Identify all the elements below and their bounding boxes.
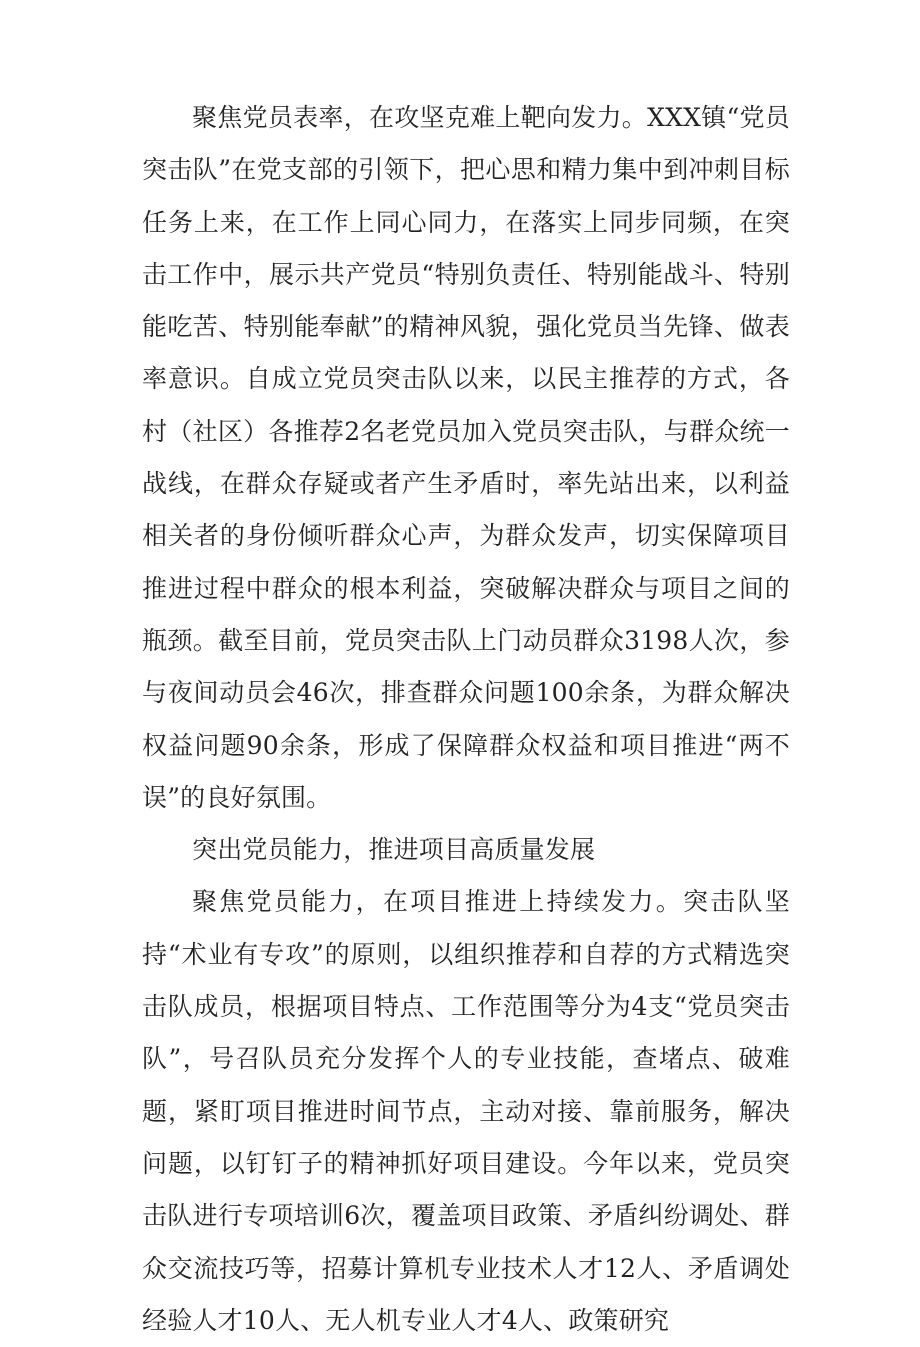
- paragraph-party-member-example: 聚焦党员表率，在攻坚克难上靶向发力。XXX镇“党员突击队”在党支部的引领下，把心思和精力集中到冲刺目标任务上来，在工作上同心同力，在落实上同步同频，在突击工作中，展示共产党员“特别负责任、特别能战斗、特别能吃苦、特别能奉献”的精神风貌，强化党员当先锋、做表率意识。自成立党员突击队以来，以民主推荐的方式，各村（社区）各推荐2名老党员加入党员突击队，与群众统一战线，在群众存疑或者产生矛盾时，率先站出来，以利益相关者的身份倾听群众心声，为群众发声，切实保障项目推进过程中群众的根本利益，突破解决群众与项目之间的瓶颈。截至目前，党员突击队上门动员群众3198人次，参与夜间动员会46次，排查群众问题100余条，为群众解决权益问题90余条，形成了保障群众权益和项目推进“两不误”的良好氛围。: [142, 103, 790, 812]
- section-heading: 突出党员能力，推进项目高质量发展: [192, 835, 596, 865]
- document-body: [142, 92, 790, 1347]
- paragraph-party-member-ability: 聚焦党员能力，在项目推进上持续发力。突击队坚持“术业有专攻”的原则，以组织推荐和自荐的方式精选突击队成员，根据项目特点、工作范围等分为4支“党员突击队”，号召队员充分发挥个人的专业技能，查堵点、破难题，紧盯项目推进时间节点，主动对接、靠前服务，解决问题，以钉钉子的精神抓好项目建设。今年以来，党员突击队进行专项培训6次，覆盖项目政策、矛盾纠纷调处、群众交流技巧等，招募计算机专业技术人才12人、矛盾调处经验人才10人、无人机专业人才4人、政策研究: [142, 887, 790, 1335]
